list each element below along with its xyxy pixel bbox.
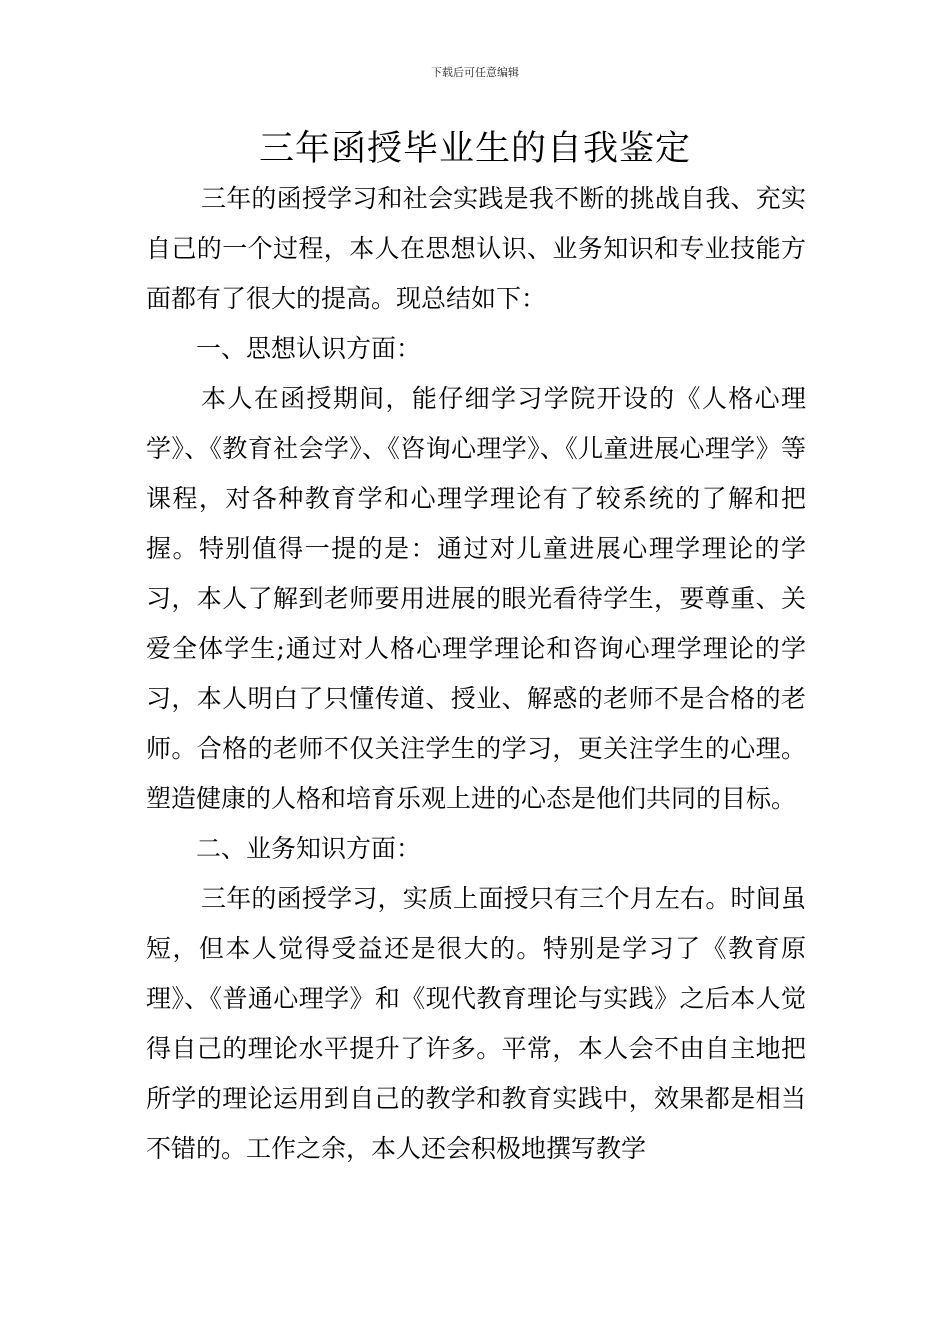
professional-knowledge-paragraph: 三年的函授学习，实质上面授只有三个月左右。时间虽短，但本人觉得受益还是很大的。特别是学习了《教育原理》、《普通心理学》和《现代教育理论与实践》之后本人觉得自己的理论水平提升了许多。平常，本人会不由自主地把所学的理论运用到自己的教学和教育实践中，效果都是相当不错的。工作之余，本人还会积极地撰写教学	[146, 884, 806, 1163]
intro-paragraph: 三年的函授学习和社会实践是我不断的挑战自我、充实自己的一个过程，本人在思想认识、业务知识和专业技能方面都有了很大的提高。现总结如下：	[146, 184, 806, 313]
document-body	[146, 174, 806, 1174]
header-note: 下载后可任意编辑	[431, 66, 519, 79]
document-title: 三年函授毕业生的自我鉴定	[258, 129, 691, 169]
ideology-paragraph: 本人在函授期间，能仔细学习学院开设的《人格心理学》、《教育社会学》、《咨询心理学》、《儿童进展心理学》等课程，对各种教育学和心理学理论有了较系统的了解和把握。特别值得一提的是：通过对儿童进展心理学理论的学习，本人了解到老师要用进展的眼光看待学生，要尊重、关爱全体学生;通过对人格心理学理论和咨询心理学理论的学习，本人明白了只懂传道、授业、解惑的老师不是合格的老师。合格的老师不仅关注学生的学习，更关注学生的心理。塑造健康的人格和培育乐观上进的心态是他们共同的目标。	[146, 384, 806, 813]
section-heading-professional-knowledge: 二、业务知识方面：	[196, 834, 422, 863]
section-heading-ideology: 一、思想认识方面：	[196, 334, 422, 363]
